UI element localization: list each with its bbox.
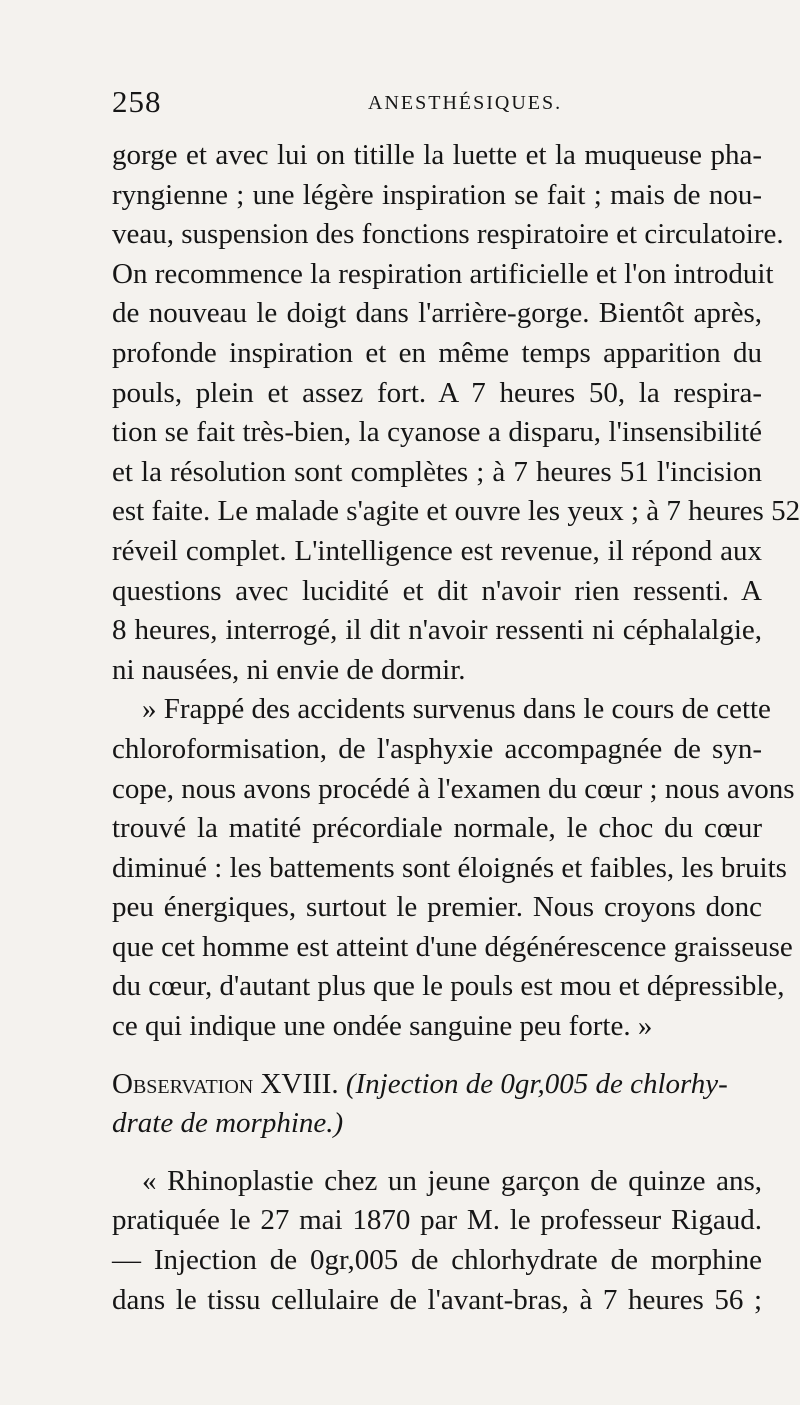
- paragraph-3: [112, 1162, 762, 1320]
- text-line: 8 heures, interrogé, il dit n'avoir ressenti ni céphalalgie,: [112, 614, 762, 647]
- text-line: ni nausées, ni envie de dormir.: [112, 653, 466, 686]
- text-line: On recommence la respiration artificielle et l'on introduit: [112, 257, 774, 290]
- text-line: et la résolution sont complètes ; à 7 heures 51 l'incision: [112, 455, 762, 488]
- text-line: questions avec lucidité et dit n'avoir rien ressenti. A: [112, 574, 762, 607]
- text-line: diminué : les battements sont éloignés et faibles, les bruits: [112, 851, 787, 884]
- text-line: dans le tissu cellulaire de l'avant-bras, à 7 heures 56 ;: [112, 1283, 762, 1316]
- observation-heading: [112, 1065, 762, 1144]
- text-line: — Injection de 0gr,005 de chlorhydrate de morphine: [112, 1244, 762, 1277]
- page-header: [112, 84, 672, 124]
- observation-subtitle: (Injection de 0gr,005 de chlorhy-: [345, 1067, 728, 1100]
- observation-label: Observation XVIII.: [112, 1067, 339, 1100]
- paragraph-2: [112, 690, 795, 1046]
- text-line: trouvé la matité précordiale normale, le choc du cœur: [112, 812, 762, 845]
- text-line: cope, nous avons procédé à l'examen du cœur ; nous avons: [112, 772, 795, 805]
- text-line: réveil complet. L'intelligence est revenue, il répond aux: [112, 534, 762, 567]
- text-line: de nouveau le doigt dans l'arrière-gorge. Bientôt après,: [112, 297, 762, 330]
- text-line: est faite. Le malade s'agite et ouvre les yeux ; à 7 heures 52: [112, 495, 800, 528]
- text-line: pouls, plein et assez fort. A 7 heures 50, la respira-: [112, 376, 762, 409]
- text-line: tion se fait très-bien, la cyanose a disparu, l'insensibilité: [112, 416, 762, 449]
- text-line: ryngienne ; une légère inspiration se fait ; mais de nou-: [112, 178, 762, 211]
- text-line: pratiquée le 27 mai 1870 par M. le professeur Rigaud.: [112, 1204, 762, 1237]
- text-line: « Rhinoplastie chez un jeune garçon de quinze ans,: [142, 1164, 762, 1197]
- text-line: profonde inspiration et en même temps apparition du: [112, 336, 762, 369]
- observation-heading-line: [112, 1065, 762, 1105]
- text-line: ce qui indique une ondée sanguine peu forte. »: [112, 1010, 653, 1043]
- spacer: [112, 1144, 762, 1162]
- text-line: que cet homme est atteint d'une dégénérescence graisseuse: [112, 930, 793, 963]
- running-title: ANESTHÉSIQUES.: [368, 92, 563, 114]
- text-line: peu énergiques, surtout le premier. Nous croyons donc: [112, 891, 762, 924]
- page-number: 258: [112, 84, 162, 119]
- observation-subtitle-continued: drate de morphine.): [112, 1107, 344, 1140]
- body-text: [112, 136, 800, 1320]
- text-line: du cœur, d'autant plus que le pouls est mou et dépressible,: [112, 970, 785, 1003]
- text-line: gorge et avec lui on titille la luette et la muqueuse pha-: [112, 139, 762, 171]
- paragraph-1: [112, 136, 800, 690]
- text-line: veau, suspension des fonctions respiratoire et circulatoire.: [112, 218, 784, 251]
- text-line: » Frappé des accidents survenus dans le cours de cette: [142, 693, 771, 726]
- text-line: chloroformisation, de l'asphyxie accompagnée de syn-: [112, 732, 762, 765]
